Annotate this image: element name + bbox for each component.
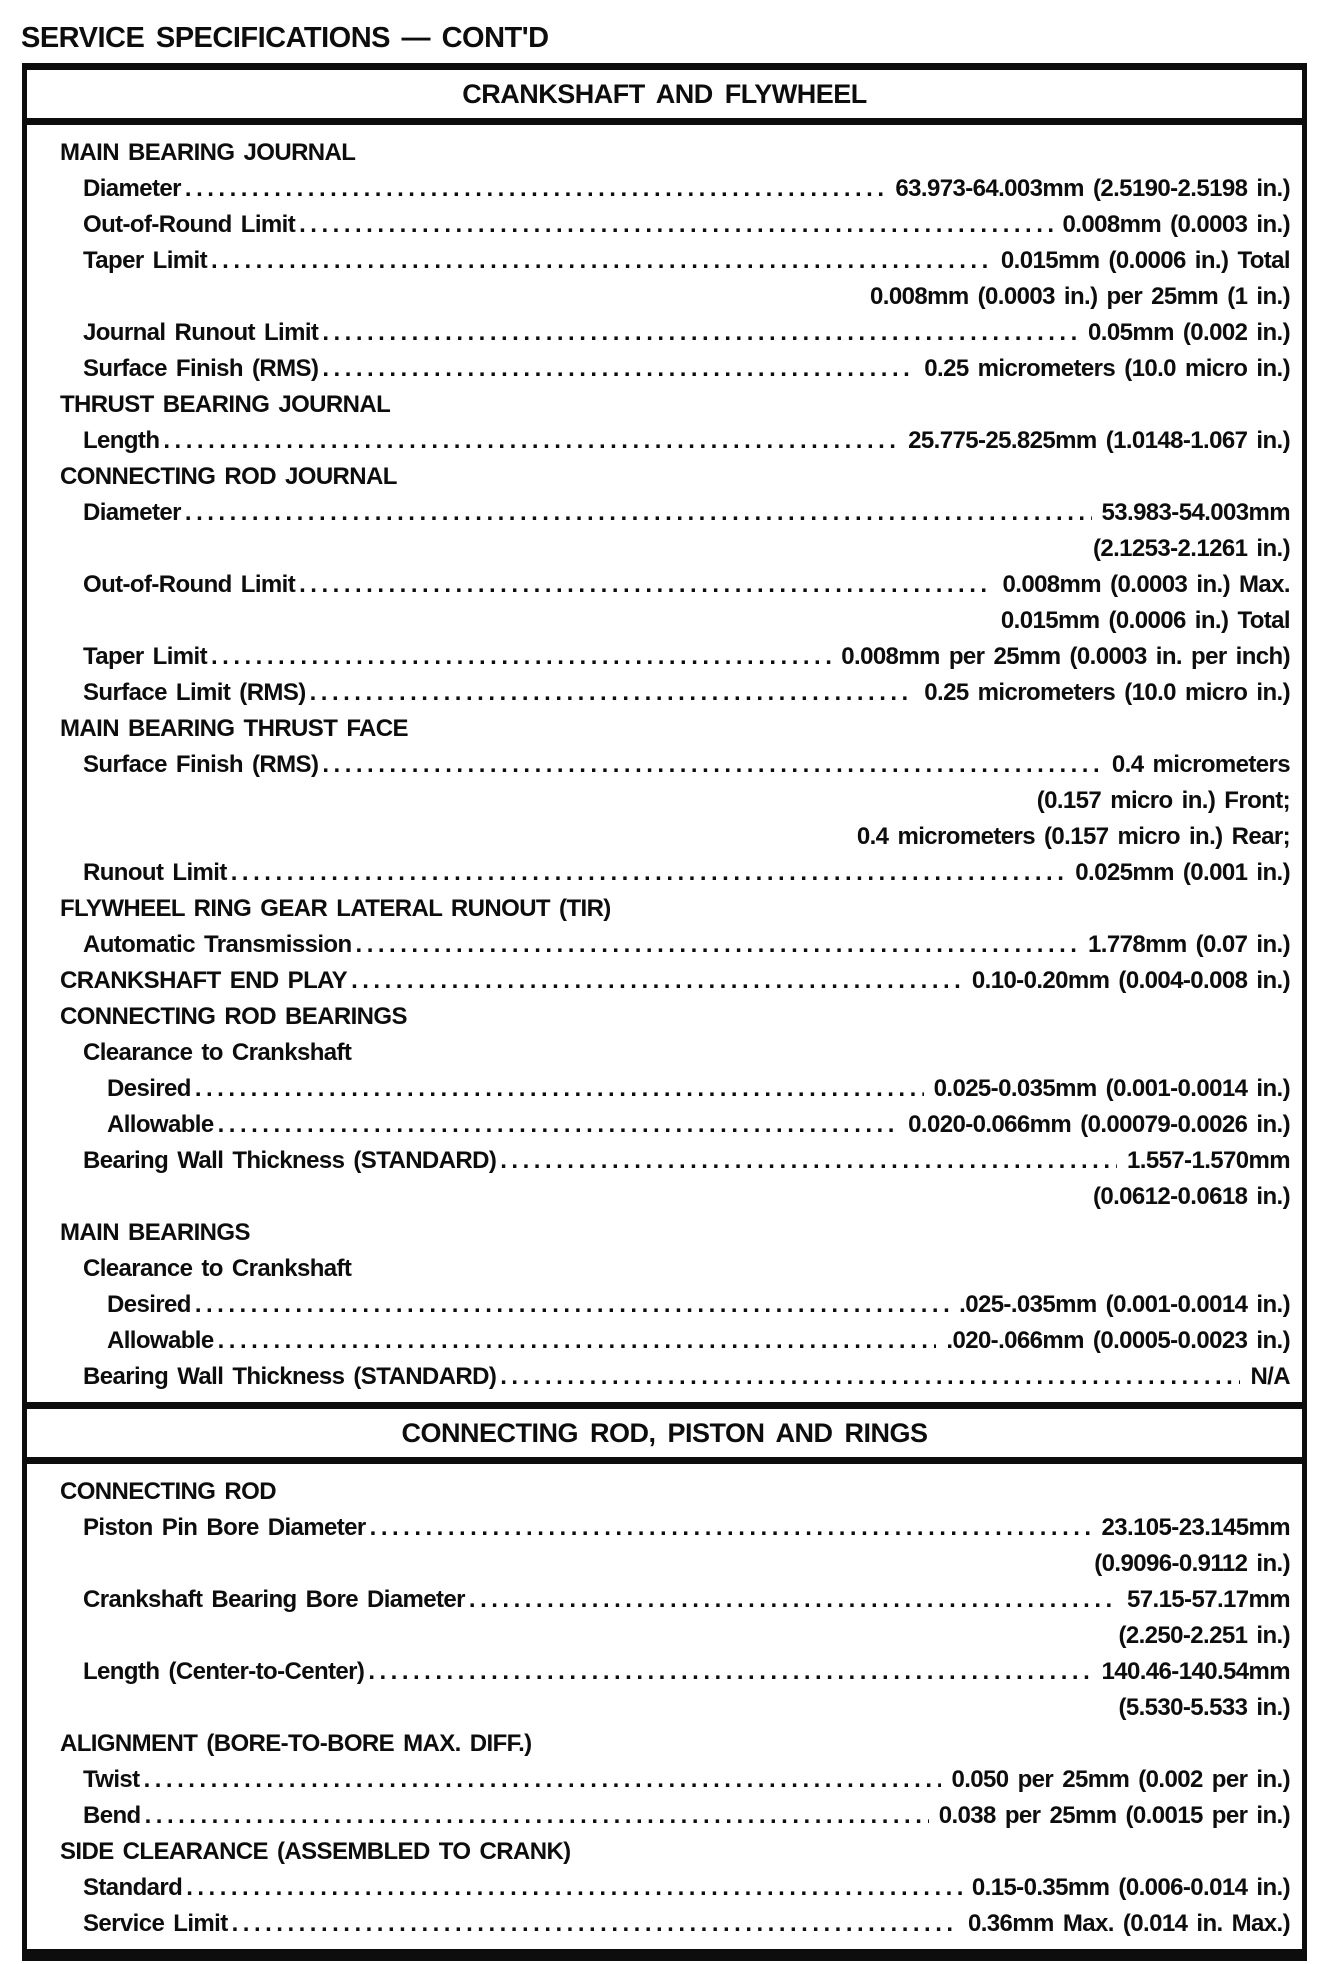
spec-row: [60, 315, 1290, 351]
dot-leader: [322, 315, 1078, 351]
spec-label: Desired: [107, 1075, 191, 1102]
spec-row: [60, 675, 1290, 711]
spec-section: [27, 70, 1302, 1402]
spec-label: MAIN BEARING JOURNAL: [60, 139, 356, 166]
spec-label: Surface Limit (RMS): [83, 679, 306, 706]
spec-label: CONNECTING ROD BEARINGS: [60, 1003, 407, 1030]
spec-value: (5.530-5.533 in.): [1118, 1694, 1290, 1721]
spec-row: [60, 1359, 1290, 1395]
section-body: [27, 125, 1302, 1402]
spec-value: 0.050 per 25mm (0.002 per in.): [951, 1766, 1290, 1793]
spec-row: [60, 387, 1290, 423]
spec-value: 1.557-1.570mm: [1127, 1147, 1290, 1174]
spec-row: [60, 1834, 1290, 1870]
dot-leader: [231, 855, 1066, 891]
spec-row: [60, 1582, 1290, 1618]
spec-row: [60, 495, 1290, 531]
spec-row: [60, 999, 1290, 1035]
dot-leader: [500, 1359, 1240, 1395]
spec-row: [60, 531, 1290, 567]
dot-leader: [232, 1906, 958, 1942]
spec-value: 0.008mm (0.0003 in.) per 25mm (1 in.): [870, 283, 1290, 310]
spec-row: [60, 1107, 1290, 1143]
spec-row: [60, 1474, 1290, 1510]
spec-row: [60, 819, 1290, 855]
page-title: SERVICE SPECIFICATIONS — CONT'D: [21, 22, 549, 54]
spec-value: 1.778mm (0.07 in.): [1088, 931, 1290, 958]
spec-label: Piston Pin Bore Diameter: [83, 1514, 366, 1541]
dot-leader: [368, 1654, 1091, 1690]
spec-label: Allowable: [107, 1111, 214, 1138]
spec-row: [60, 963, 1290, 999]
spec-label: Clearance to Crankshaft: [83, 1039, 352, 1066]
spec-value: 0.4 micrometers: [1111, 751, 1290, 778]
spec-label: SIDE CLEARANCE (ASSEMBLED TO CRANK): [60, 1838, 571, 1865]
spec-value: 0.008mm per 25mm (0.0003 in. per inch): [841, 643, 1290, 670]
spec-value: 0.038 per 25mm (0.0015 per in.): [938, 1802, 1290, 1829]
spec-row: [60, 855, 1290, 891]
dot-leader: [144, 1762, 942, 1798]
spec-label: Bend: [83, 1802, 141, 1829]
dot-leader: [195, 1071, 924, 1107]
dot-leader: [356, 927, 1079, 963]
dot-leader: [299, 567, 992, 603]
spec-row: [60, 567, 1290, 603]
dot-leader: [469, 1582, 1117, 1618]
spec-label: Automatic Transmission: [83, 931, 352, 958]
spec-label: Twist: [83, 1766, 140, 1793]
spec-value: 0.020-0.066mm (0.00079-0.0026 in.): [908, 1111, 1290, 1138]
spec-label: Surface Finish (RMS): [83, 355, 319, 382]
spec-value: 0.015mm (0.0006 in.) Total: [1000, 607, 1290, 634]
spec-row: [60, 243, 1290, 279]
spec-label: Taper Limit: [83, 247, 207, 274]
spec-row: [60, 927, 1290, 963]
spec-value: .020-.066mm (0.0005-0.0023 in.): [946, 1327, 1290, 1354]
spec-value: (0.0612-0.0618 in.): [1092, 1183, 1290, 1210]
spec-value: 53.983-54.003mm: [1101, 499, 1290, 526]
spec-value: 140.46-140.54mm: [1101, 1658, 1290, 1685]
spec-value: 0.015mm (0.0006 in.) Total: [1000, 247, 1290, 274]
dot-leader: [218, 1323, 937, 1359]
spec-value: 0.36mm Max. (0.014 in. Max.): [967, 1910, 1290, 1937]
spec-value: 0.05mm (0.002 in.): [1088, 319, 1290, 346]
spec-row: [60, 1762, 1290, 1798]
spec-label: Crankshaft Bearing Bore Diameter: [83, 1586, 465, 1613]
spec-row: [60, 1798, 1290, 1834]
dot-leader: [211, 639, 831, 675]
spec-label: Clearance to Crankshaft: [83, 1255, 352, 1282]
dot-leader: [163, 423, 898, 459]
spec-value: 0.10-0.20mm (0.004-0.008 in.): [971, 967, 1290, 994]
spec-label: Bearing Wall Thickness (STANDARD): [83, 1147, 497, 1174]
spec-label: Allowable: [107, 1327, 214, 1354]
spec-label: Bearing Wall Thickness (STANDARD): [83, 1363, 497, 1390]
spec-label: CONNECTING ROD: [60, 1478, 276, 1505]
spec-label: Out-of-Round Limit: [83, 211, 296, 238]
spec-row: [60, 891, 1290, 927]
dot-leader: [322, 351, 914, 387]
spec-row: [60, 1546, 1290, 1582]
spec-label: Out-of-Round Limit: [83, 571, 296, 598]
spec-row: [60, 459, 1290, 495]
spec-label: Diameter: [83, 499, 181, 526]
spec-row: [60, 1726, 1290, 1762]
spec-label: THRUST BEARING JOURNAL: [60, 391, 391, 418]
spec-row: [60, 1618, 1290, 1654]
spec-value: (0.157 micro in.) Front;: [1036, 787, 1290, 814]
spec-label: Journal Runout Limit: [83, 319, 319, 346]
spec-table: [22, 63, 1307, 1961]
spec-row: [60, 1690, 1290, 1726]
spec-value: 25.775-25.825mm (1.0148-1.067 in.): [908, 427, 1290, 454]
spec-row: [60, 747, 1290, 783]
spec-label: Desired: [107, 1291, 191, 1318]
spec-row: [60, 1510, 1290, 1546]
spec-value: 0.25 micrometers (10.0 micro in.): [924, 355, 1290, 382]
spec-label: Surface Finish (RMS): [83, 751, 319, 778]
spec-value: 0.25 micrometers (10.0 micro in.): [924, 679, 1290, 706]
spec-label: Runout Limit: [83, 859, 227, 886]
spec-label: Service Limit: [83, 1910, 228, 1937]
spec-row: [60, 135, 1290, 171]
spec-value: 0.15-0.35mm (0.006-0.014 in.): [971, 1874, 1290, 1901]
section-header: CONNECTING ROD, PISTON AND RINGS: [27, 1402, 1302, 1464]
spec-row: [60, 1870, 1290, 1906]
spec-value: 63.973-64.003mm (2.5190-2.5198 in.): [895, 175, 1290, 202]
spec-value: 0.008mm (0.0003 in.) Max.: [1002, 571, 1290, 598]
spec-row: [60, 1906, 1290, 1942]
spec-value: .025-.035mm (0.001-0.0014 in.): [959, 1291, 1290, 1318]
spec-row: [60, 711, 1290, 747]
spec-section: [27, 1402, 1302, 1949]
spec-row: [60, 279, 1290, 315]
spec-value: 0.025mm (0.001 in.): [1075, 859, 1290, 886]
spec-label: Taper Limit: [83, 643, 207, 670]
spec-row: [60, 1035, 1290, 1071]
spec-row: [60, 639, 1290, 675]
spec-row: [60, 171, 1290, 207]
spec-value: 23.105-23.145mm: [1101, 1514, 1290, 1541]
spec-row: [60, 783, 1290, 819]
dot-leader: [185, 171, 885, 207]
section-header: CRANKSHAFT AND FLYWHEEL: [27, 70, 1302, 125]
spec-label: Length (Center-to-Center): [83, 1658, 365, 1685]
spec-value: (2.1253-2.1261 in.): [1092, 535, 1290, 562]
dot-leader: [211, 243, 991, 279]
dot-leader: [145, 1798, 929, 1834]
spec-label: FLYWHEEL RING GEAR LATERAL RUNOUT (TIR): [60, 895, 611, 922]
spec-label: Diameter: [83, 175, 181, 202]
spec-row: [60, 1251, 1290, 1287]
dot-leader: [218, 1107, 899, 1143]
dot-leader: [299, 207, 1052, 243]
spec-label: ALIGNMENT (BORE-TO-BORE MAX. DIFF.): [60, 1730, 532, 1757]
spec-row: [60, 1143, 1290, 1179]
spec-label: CONNECTING ROD JOURNAL: [60, 463, 397, 490]
spec-value: 0.025-0.035mm (0.001-0.0014 in.): [933, 1075, 1290, 1102]
spec-label: MAIN BEARINGS: [60, 1219, 250, 1246]
spec-label: Standard: [83, 1874, 183, 1901]
spec-row: [60, 207, 1290, 243]
spec-row: [60, 1179, 1290, 1215]
spec-row: [60, 423, 1290, 459]
spec-row: [60, 1215, 1290, 1251]
spec-value: N/A: [1250, 1363, 1290, 1390]
spec-value: 0.4 micrometers (0.157 micro in.) Rear;: [856, 823, 1290, 850]
section-body: [27, 1464, 1302, 1949]
spec-row: [60, 1287, 1290, 1323]
spec-row: [60, 1323, 1290, 1359]
spec-value: (0.9096-0.9112 in.): [1094, 1550, 1290, 1577]
dot-leader: [310, 675, 915, 711]
spec-row: [60, 1654, 1290, 1690]
spec-row: [60, 603, 1290, 639]
spec-row: [60, 351, 1290, 387]
dot-leader: [322, 747, 1102, 783]
dot-leader: [370, 1510, 1092, 1546]
dot-leader: [185, 495, 1092, 531]
spec-value: 0.008mm (0.0003 in.): [1062, 211, 1290, 238]
spec-label: CRANKSHAFT END PLAY: [60, 967, 348, 994]
dot-leader: [351, 963, 962, 999]
spec-row: [60, 1071, 1290, 1107]
dot-leader: [186, 1870, 962, 1906]
spec-value: 57.15-57.17mm: [1127, 1586, 1290, 1613]
spec-value: (2.250-2.251 in.): [1118, 1622, 1290, 1649]
dot-leader: [195, 1287, 949, 1323]
spec-label: MAIN BEARING THRUST FACE: [60, 715, 408, 742]
spec-label: Length: [83, 427, 160, 454]
dot-leader: [500, 1143, 1117, 1179]
